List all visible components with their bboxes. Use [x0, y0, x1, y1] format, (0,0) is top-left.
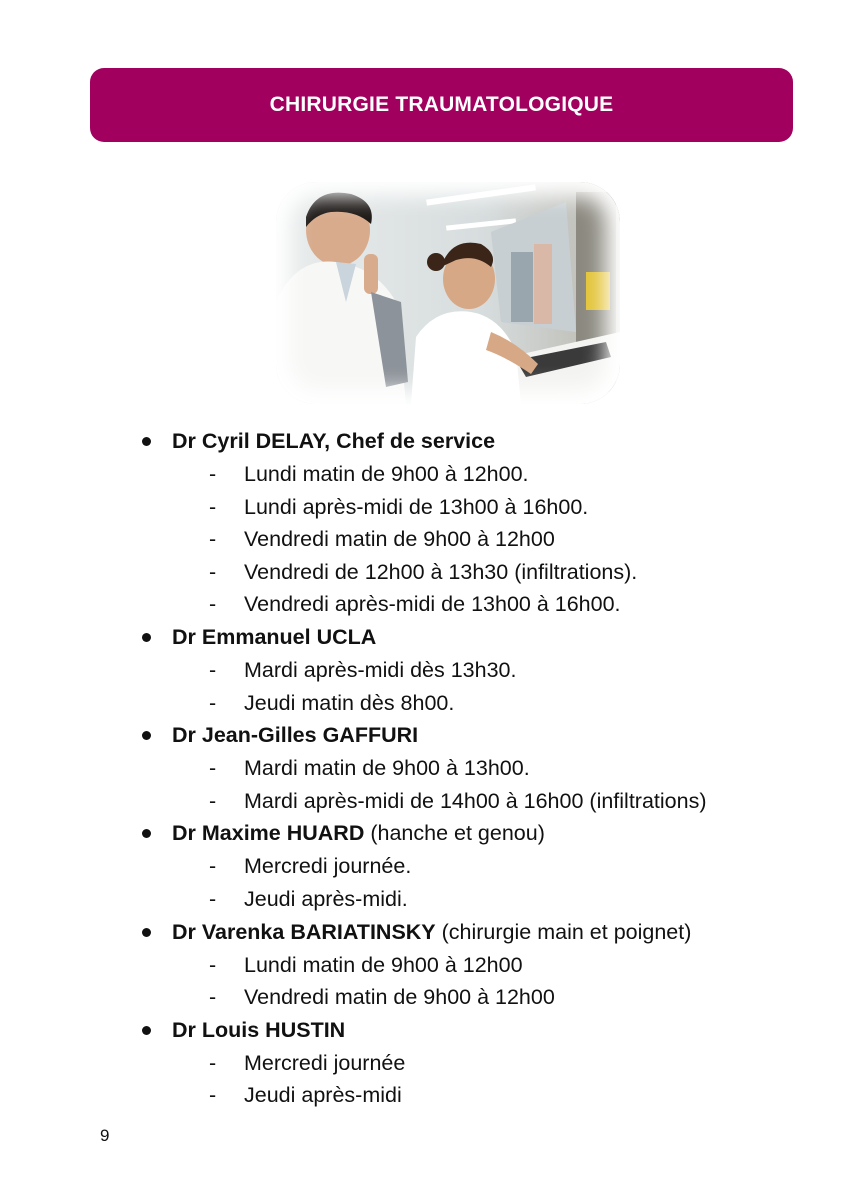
schedule-slot-text: Mardi après-midi de 14h00 à 16h00 (infiltrations): [244, 788, 707, 813]
schedule-slot-text: Lundi après-midi de 13h00 à 16h00.: [244, 494, 589, 519]
page-number: 9: [100, 1126, 110, 1145]
schedule-slot-text: Jeudi matin dès 8h00.: [244, 690, 455, 715]
schedule-slot-text: Mercredi journée.: [244, 854, 412, 879]
bullet-icon: [142, 731, 151, 740]
doctor-name-text: Dr Emmanuel UCLA: [172, 624, 377, 649]
doctor-heading: [0, 425, 849, 458]
schedule-slot: [0, 654, 849, 687]
doctor-name-text: Dr Varenka BARIATINSKY: [172, 919, 436, 944]
schedule-slot-text: Vendredi matin de 9h00 à 12h00: [244, 527, 555, 552]
schedule-slot: [0, 785, 849, 818]
doctor-name-text: Dr Cyril DELAY, Chef de service: [172, 429, 496, 453]
dash-marker: -: [209, 494, 217, 519]
page-title: CHIRURGIE TRAUMATOLOGIQUE: [269, 93, 614, 116]
bullet-icon: [142, 437, 151, 446]
doctor-name: [172, 817, 545, 850]
doctor-entry: [0, 621, 849, 719]
schedule-slot: [0, 1047, 849, 1080]
doctor-heading: [0, 621, 849, 654]
schedule-slot: [0, 1079, 849, 1112]
doctor-name-text: Dr Maxime HUARD: [172, 821, 365, 846]
doctor-name-text: Dr Jean-Gilles GAFFURI: [172, 723, 419, 748]
doctor-entry: [0, 425, 849, 621]
schedule-slot: [0, 588, 849, 621]
doctor-entry: [0, 1014, 849, 1112]
schedule-slot-text: Jeudi après-midi.: [244, 886, 408, 911]
dash-marker: -: [209, 559, 217, 584]
schedule-slot-text: Vendredi après-midi de 13h00 à 16h00.: [244, 592, 621, 617]
schedule-slot: [0, 556, 849, 589]
doctor-heading: [0, 817, 849, 850]
schedule-slot-text: Mercredi journée: [244, 1050, 406, 1075]
dash-marker: -: [209, 985, 217, 1010]
schedule-slot: [0, 752, 849, 785]
bullet-icon: [142, 633, 151, 642]
schedule-slot: [0, 949, 849, 982]
doctor-name: [172, 1014, 345, 1047]
doctor-specialty-note: (chirurgie main et poignet): [435, 919, 692, 944]
dash-marker: -: [209, 854, 217, 879]
doctor-entry: [0, 817, 849, 915]
dash-marker: -: [209, 462, 217, 486]
schedule-slot: [0, 883, 849, 916]
schedule-slot-text: Vendredi matin de 9h00 à 12h00: [244, 985, 555, 1010]
doctor-entry: [0, 719, 849, 817]
doctor-name: [172, 719, 418, 752]
doctor-heading: [0, 916, 849, 949]
schedule-slot-text: Vendredi de 12h00 à 13h30 (infiltrations).: [244, 559, 638, 584]
dash-marker: -: [209, 1083, 217, 1108]
schedule-slot: [0, 850, 849, 883]
schedule-slot: [0, 491, 849, 524]
bullet-icon: [142, 928, 151, 937]
dash-marker: -: [209, 690, 217, 715]
doctor-heading: [0, 1014, 849, 1047]
schedule-slot-text: Lundi matin de 9h00 à 12h00: [244, 952, 523, 977]
dash-marker: -: [209, 592, 217, 617]
bullet-icon: [142, 1026, 151, 1035]
doctor-name: [172, 916, 691, 949]
schedule-slot: [0, 981, 849, 1014]
bullet-icon: [142, 829, 151, 838]
schedule-slot: [0, 523, 849, 556]
dash-marker: -: [209, 886, 217, 911]
schedule-slot: [0, 458, 849, 491]
dash-marker: -: [209, 756, 217, 781]
dash-marker: -: [209, 952, 217, 977]
doctor-specialty-note: (hanche et genou): [364, 821, 545, 846]
header-banner: [90, 68, 793, 142]
photo-doctors-at-computer: [276, 182, 620, 404]
dash-marker: -: [209, 788, 217, 813]
doctor-list: [0, 425, 849, 1112]
schedule-slot-text: Lundi matin de 9h00 à 12h00.: [244, 462, 529, 486]
dash-marker: -: [209, 1050, 217, 1075]
schedule-slot-text: Mardi après-midi dès 13h30.: [244, 657, 517, 682]
doctor-heading: [0, 719, 849, 752]
schedule-slot-text: Mardi matin de 9h00 à 13h00.: [244, 756, 530, 781]
doctor-name: [172, 425, 495, 458]
dash-marker: -: [209, 527, 217, 552]
schedule-slot: [0, 687, 849, 720]
schedule-slot-text: Jeudi après-midi: [244, 1083, 402, 1108]
dash-marker: -: [209, 657, 217, 682]
doctor-name-text: Dr Louis HUSTIN: [172, 1017, 346, 1042]
doctor-name: [172, 621, 376, 654]
doctor-entry: [0, 916, 849, 1014]
